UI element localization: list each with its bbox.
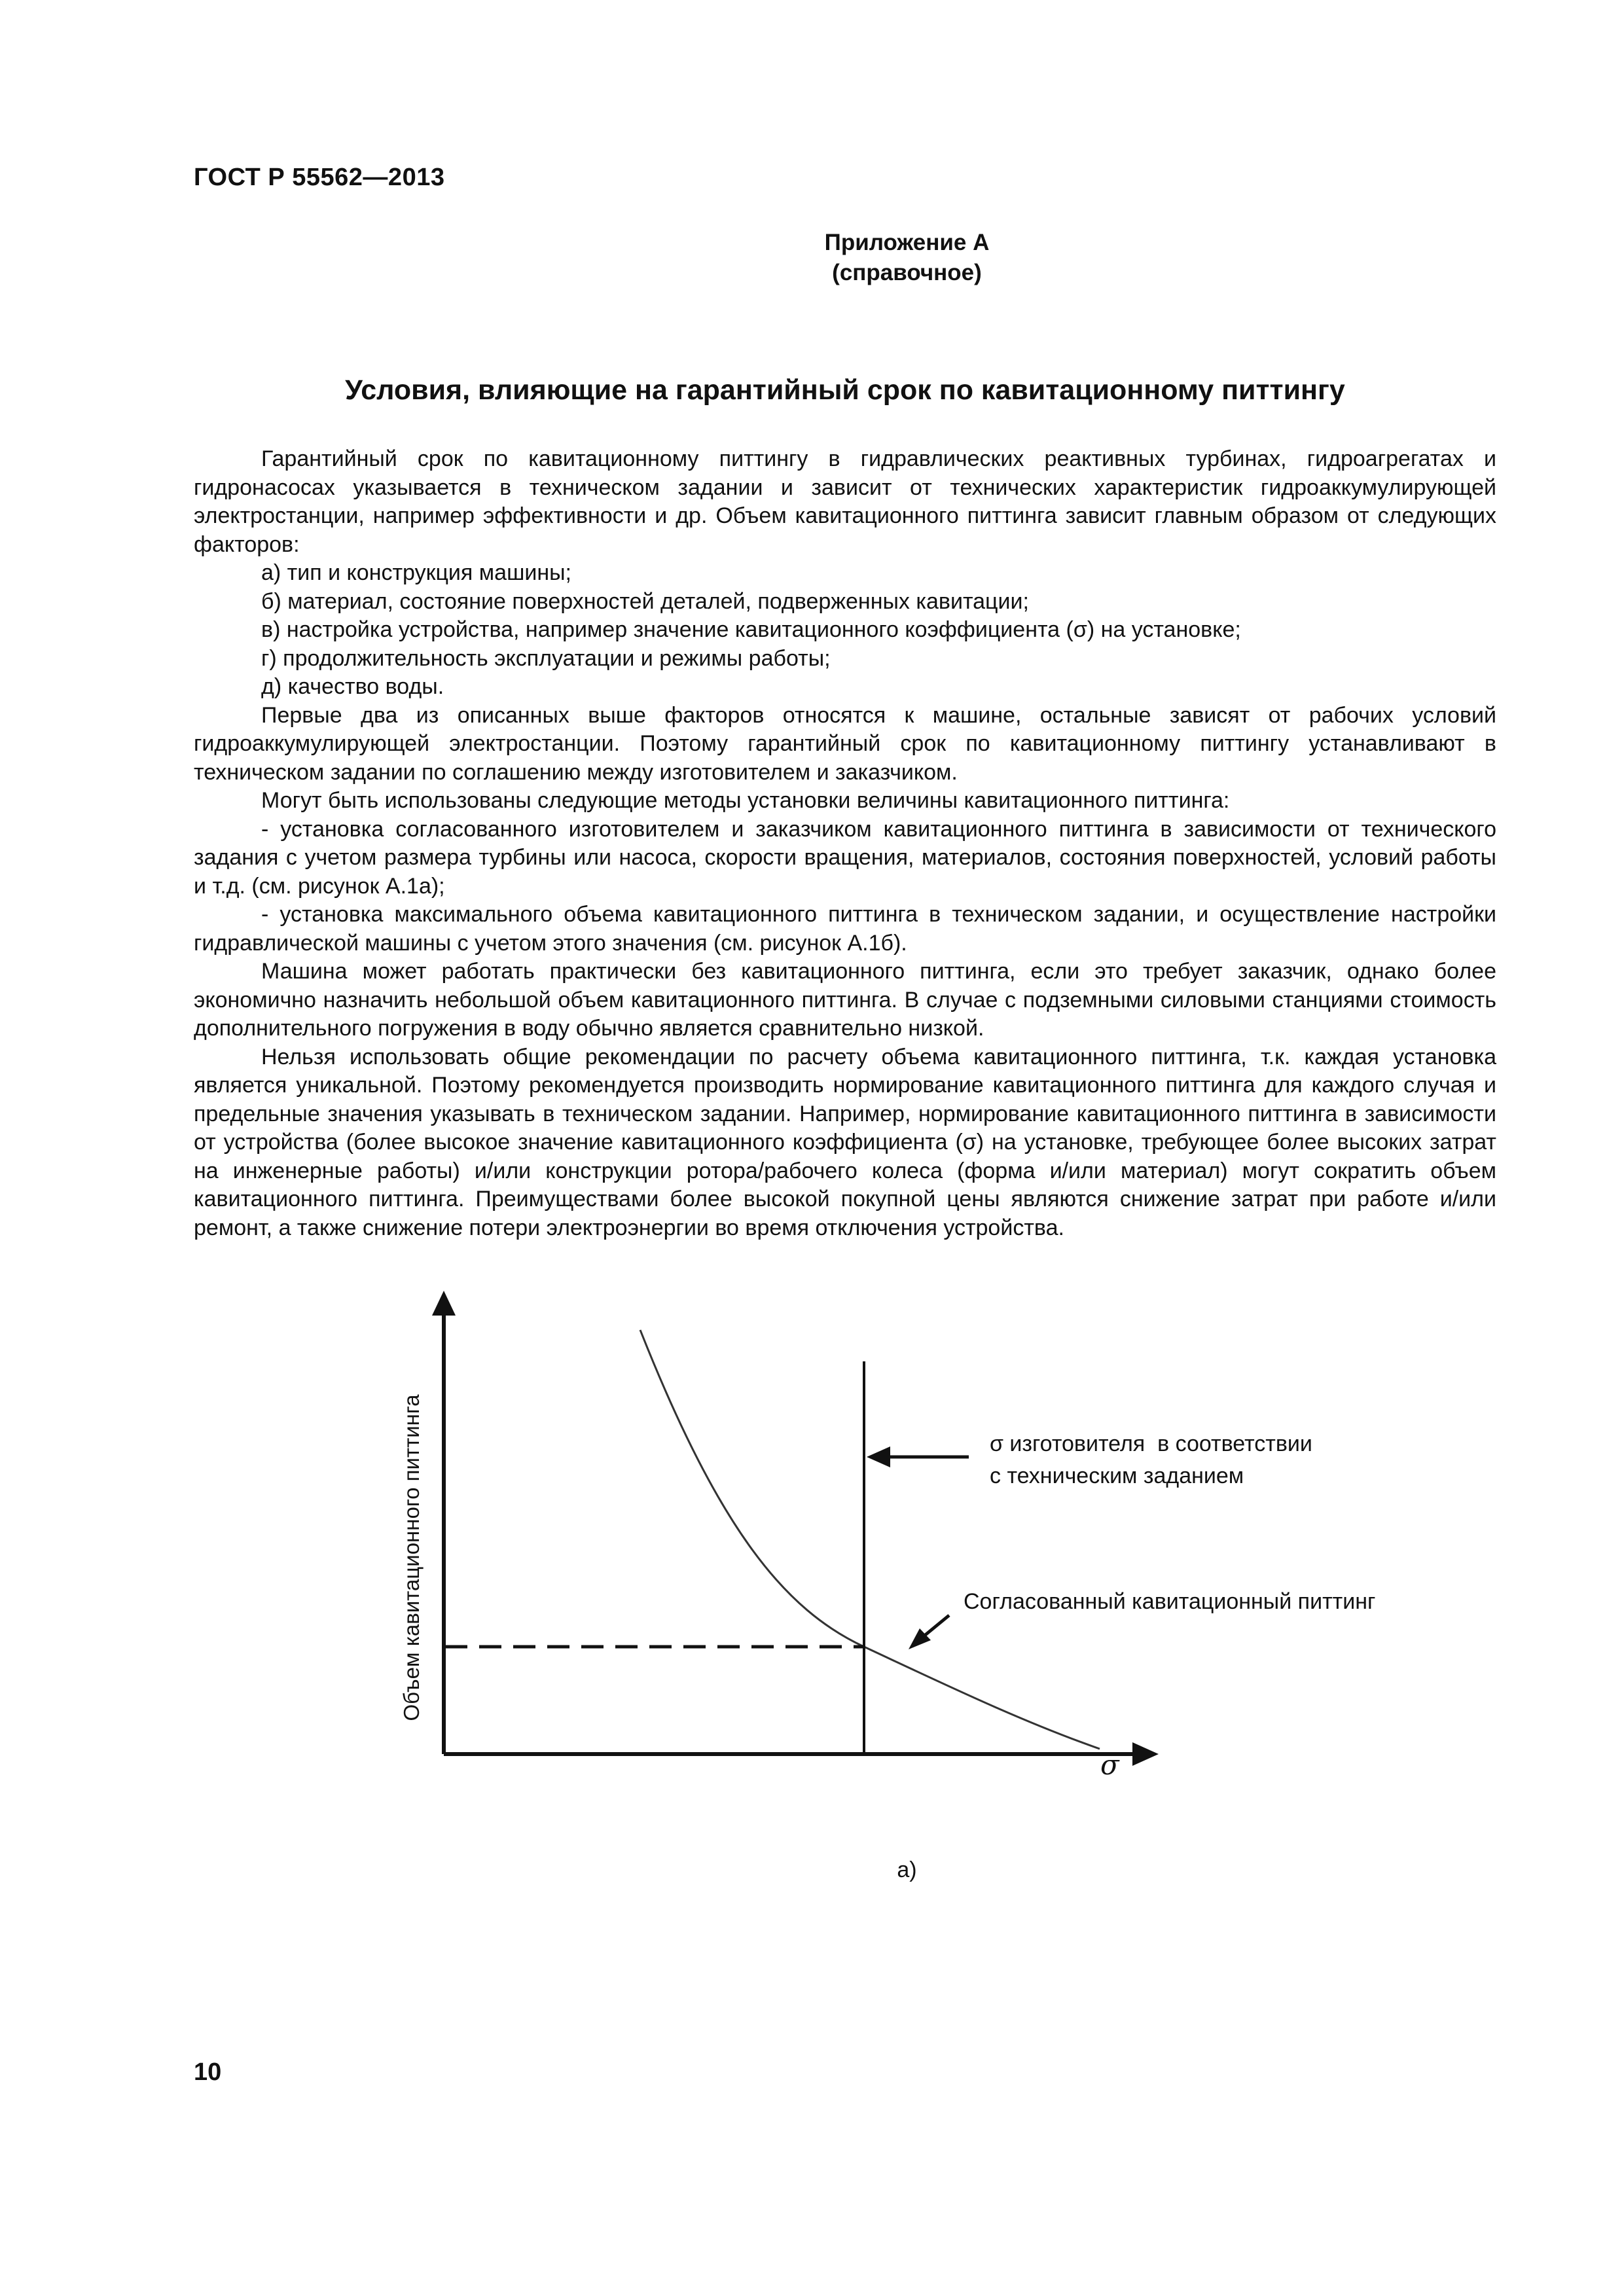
y-axis-label: Объем кавитационного питтинга (399, 1394, 424, 1721)
appendix-heading (0, 228, 1624, 288)
figure-a1a (367, 1283, 1479, 1806)
paragraph: Гарантийный срок по кавитационному питтингу в гидравлических реактивных турбинах, гидроагрегатах и гидронасосах указывается в техническом задании и зависит от технических характеристик гидроаккумулирующей электростанции, например эффективности и др. Объем кавитационного питтинга зависит главным образом от следующих факторов: (194, 446, 1496, 557)
list-item: д) качество воды. (261, 674, 444, 699)
page-number: 10 (194, 2058, 222, 2086)
sigma-annotation-line2: с техническим заданием (990, 1463, 1244, 1488)
appendix-status: (справочное) (832, 260, 982, 285)
sigma-annotation (990, 1428, 1312, 1492)
standard-code: ГОСТ Р 55562—2013 (194, 164, 445, 191)
body-text (194, 445, 1496, 1242)
appendix-label: Приложение А (824, 230, 990, 255)
paragraph: Могут быть использованы следующие методы установки величины кавитационного питтинга: (261, 788, 1230, 813)
list-item: а) тип и конструкция машины; (261, 560, 571, 585)
list-item: г) продолжительность эксплуатации и режимы работы; (261, 645, 831, 671)
paragraph: Машина может работать практически без кавитационного питтинга, если это требует заказчик, однако более экономично назначить небольшой объем кавитационного питтинга. В случае с подземными силовыми станциями стоимость дополнительного погружения в воду обычно является сравнительно низкой. (194, 959, 1496, 1041)
paragraph: Первые два из описанных выше факторов относятся к машине, остальные зависят от рабочих условий гидроаккумулирующей электростанции. Поэтому гарантийный срок по кавитационному питтингу устанавливают в техническом задании по соглашению между изготовителем и заказчиком. (194, 702, 1496, 785)
x-axis-arrowhead (1132, 1742, 1159, 1766)
list-item: в) настройка устройства, например значение кавитационного коэффициента (σ) на установке; (261, 617, 1241, 642)
y-axis-arrowhead (432, 1291, 456, 1316)
paragraph: - установка максимального объема кавитационного питтинга в техническом задании, и осуществление настройки гидравлической машины с учетом этого значения (см. рисунок А.1б). (194, 902, 1496, 956)
section-title: Условия, влияющие на гарантийный срок по кавитационному питтингу (345, 374, 1345, 406)
list-item: б) материал, состояние поверхностей деталей, подверженных кавитации; (261, 588, 1029, 614)
sigma-annotation-arrowhead (867, 1446, 890, 1467)
agreed-pitting-annotation: Согласованный кавитационный питтинг (964, 1589, 1376, 1614)
x-axis-label: σ (1100, 1749, 1119, 1781)
sigma-annotation-line1: σ изготовителя в соответствии (990, 1431, 1312, 1456)
paragraph: Нельзя использовать общие рекомендации по расчету объема кавитационного питтинга, т.к. каждая установка является уникальной. Поэтому рекомендуется производить нормирование кавитационного питтинга для каждого случая и предельные значения указывать в техническом задании. Например, нормирование кавитационного питтинга в зависимости от устройства (более высокое значение кавитационного коэффициента (σ) на установке, требующее более высоких затрат на инженерные работы) и/или конструкции ротора/рабочего колеса (форма и/или материал) могут сократить объем кавитационного питтинга. Преимуществами более высокой покупной цены являются снижение затрат при работе и/или ремонт, а также снижение потери электроэнергии во время отключения устройства. (194, 1044, 1496, 1240)
pitting-curve (640, 1330, 1100, 1749)
paragraph: - установка согласованного изготовителем и заказчиком кавитационного питтинга в зависимости от технического задания с учетом размера турбины или насоса, скорости вращения, материалов, состояния поверхностей, условий работы и т.д. (см. рисунок А.1а); (194, 816, 1496, 899)
figure-caption: а) (897, 1857, 917, 1882)
figure-graphic (367, 1283, 1479, 1806)
